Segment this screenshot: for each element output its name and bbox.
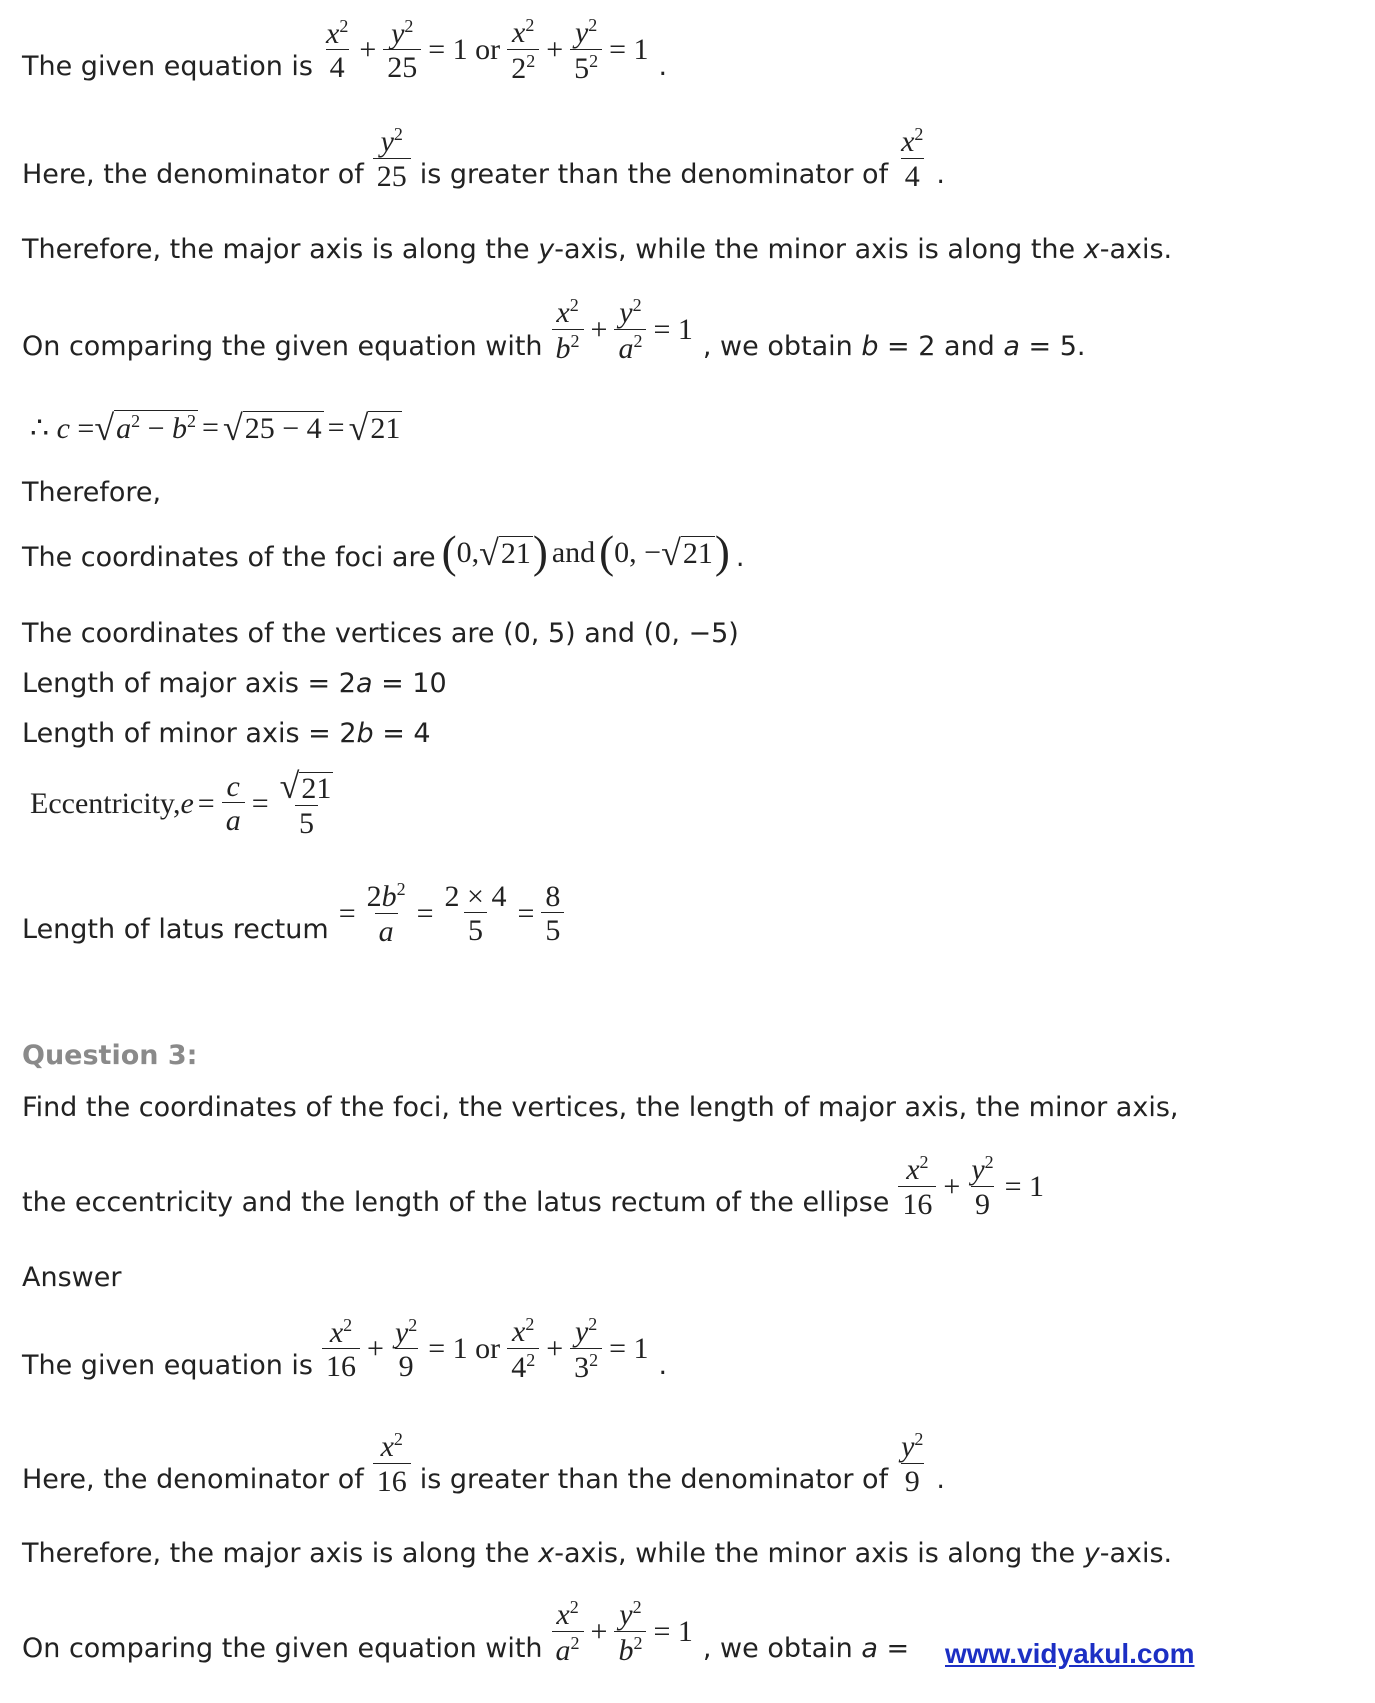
question-text-2: the eccentricity and the length of the latus rectum of the ellipse $\frac{x^2}{16}$ + $\frac{y^2}{9}$ = 1 bbox=[22, 1153, 1054, 1220]
foci-formula: ( 0, √ 21 ) and ( 0, − √ 21 ) bbox=[441, 527, 730, 577]
eccentricity-formula: Eccentricity, e = $\frac{c}{a}$ = √ 21 5 bbox=[30, 766, 332, 840]
latus-rectum-formula: = $\frac{2b^2}{a}$ = $\frac{2 \times 4}{5}$ = $\frac{8}{5}$ bbox=[335, 880, 568, 947]
minor-axis-length: Length of minor axis = 2b = 4 bbox=[22, 718, 431, 749]
foci-line: The coordinates of the foci are ( 0, √ 21 ) and ( 0, − √ 21 ) . bbox=[22, 527, 745, 577]
c-formula: ∴ c = √ $a^2 - b^2$ = √ 25 − 4 = √ 21 bbox=[30, 408, 401, 448]
vertices-line: The coordinates of the vertices are (0, 5) and (0, −5) bbox=[22, 618, 739, 649]
equation-line-1: The given equation is $\frac{x^2}{4}$ + $\frac{y^2}{25}$ = 1 or $\frac{x^2}{2^2}$ + $\frac{y^2}{5^2}$ = 1 . bbox=[22, 15, 668, 85]
equation-formula: $\frac{x^2}{4}$ + $\frac{y^2}{25}$ = 1 or $\frac{x^2}{2^2}$ + $\frac{y^2}{5^2}$ = 1 bbox=[326, 15, 649, 85]
q3-standard-form-formula: $\frac{x^2}{a^2}$ + $\frac{y^2}{b^2}$ = 1 bbox=[549, 1598, 697, 1666]
therefore-line: Therefore, bbox=[22, 477, 162, 508]
latus-rectum-line: Length of latus rectum = $\frac{2b^2}{a}$ = $\frac{2 \times 4}{5}$ = $\frac{8}{5}$ bbox=[22, 880, 573, 947]
ellipse-equation: $\frac{x^2}{16}$ + $\frac{y^2}{9}$ = 1 bbox=[895, 1153, 1048, 1220]
q3-comparing-line: On comparing the given equation with $\frac{x^2}{a^2}$ + $\frac{y^2}{b^2}$ = 1 , we obtain a = bbox=[22, 1597, 910, 1667]
denominator-line: Here, the denominator of $\frac{y^2}{25}$ is greater than the denominator of $\frac{x^2}{4}$ . bbox=[22, 124, 945, 193]
vidyakul-watermark-link[interactable]: www.vidyakul.com bbox=[945, 1638, 1195, 1669]
major-axis-length: Length of major axis = 2a = 10 bbox=[22, 668, 447, 699]
q3-equation-formula: $\frac{x^2}{16}$ + $\frac{y^2}{9}$ = 1 or $\frac{x^2}{4^2}$ + $\frac{y^2}{3^2}$ = 1 bbox=[319, 1315, 653, 1383]
q3-denominator-line: Here, the denominator of $\frac{x^2}{16}$ is greater than the denominator of $\frac{y^2}{9}$ . bbox=[22, 1429, 945, 1498]
q3-major-axis-line: Therefore, the major axis is along the x-axis, while the minor axis is along the y-axis. bbox=[22, 1538, 1173, 1569]
comparing-line: On comparing the given equation with $\frac{x^2}{b^2}$ + $\frac{y^2}{a^2}$ = 1 , we obtain b = 2 and a = 5. bbox=[22, 295, 1086, 365]
fraction-x2-16: $\frac{x^2}{16}$ bbox=[370, 1430, 414, 1497]
fraction-y2-25: $\frac{y^2}{25}$ bbox=[370, 125, 414, 192]
eccentricity-line bbox=[22, 768, 346, 839]
standard-form-formula: $\frac{x^2}{b^2}$ + $\frac{y^2}{a^2}$ = 1 bbox=[549, 296, 697, 364]
fraction-x2-4: $\frac{x^2}{4}$ bbox=[901, 124, 924, 193]
major-axis-line: Therefore, the major axis is along the y-axis, while the minor axis is along the x-axis. bbox=[22, 234, 1173, 265]
c-formula-line bbox=[22, 410, 408, 446]
q3-equation-line: The given equation is $\frac{x^2}{16}$ + $\frac{y^2}{9}$ = 1 or $\frac{x^2}{4^2}$ + $\frac{y^2}{3^2}$ = 1 . bbox=[22, 1314, 668, 1384]
fraction-y2-9: $\frac{y^2}{9}$ bbox=[901, 1429, 924, 1498]
question-text-1: Find the coordinates of the foci, the vertices, the length of major axis, the minor axis, bbox=[22, 1092, 1179, 1123]
question-title: Question 3: bbox=[22, 1040, 198, 1071]
answer-label: Answer bbox=[22, 1262, 122, 1293]
text: The given equation is bbox=[22, 51, 314, 82]
